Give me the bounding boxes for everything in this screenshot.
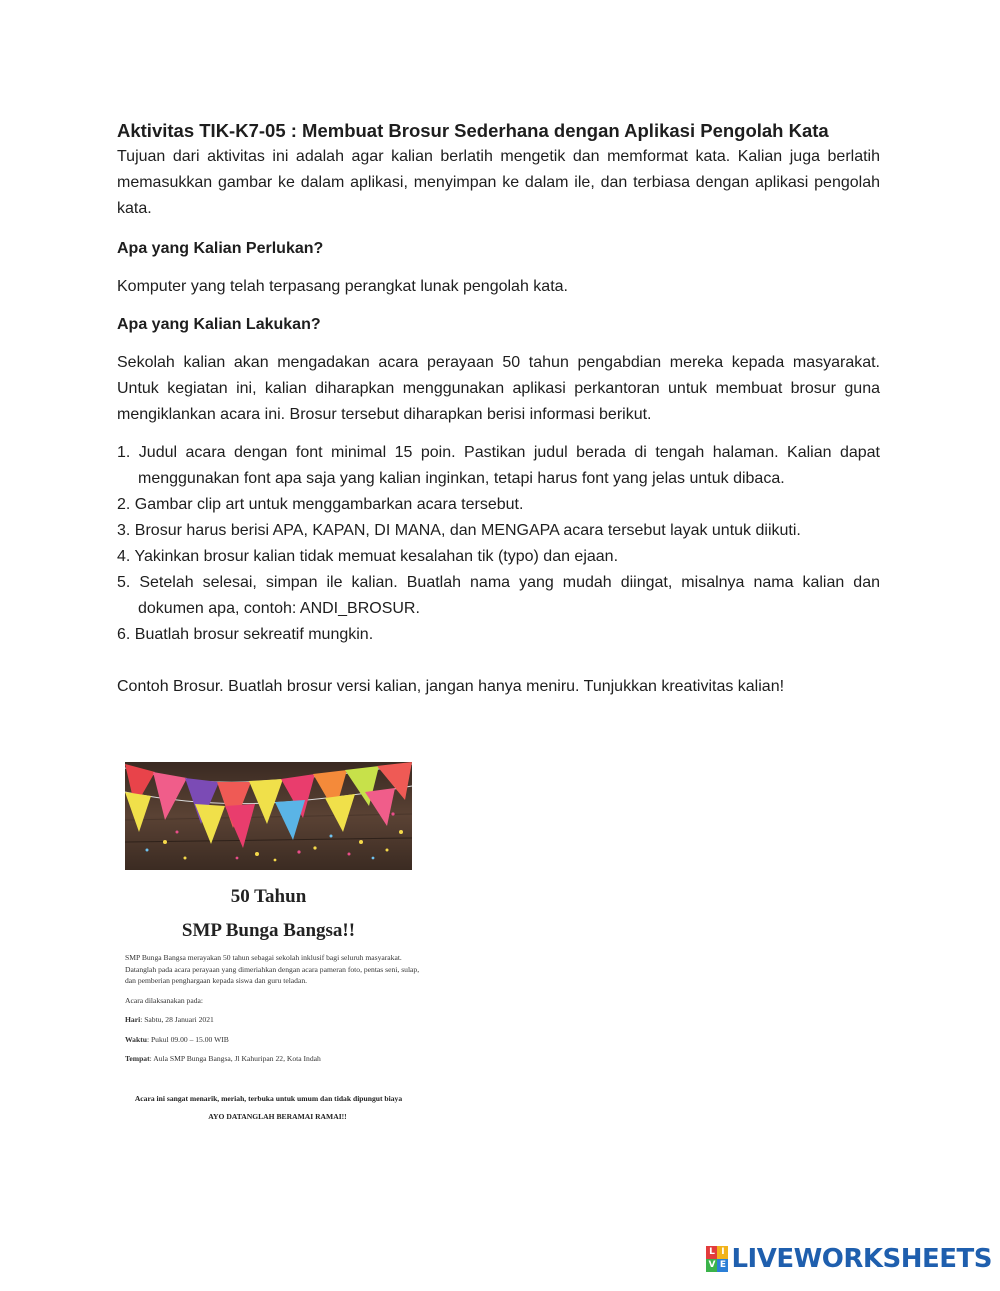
logo-mark-e: E: [717, 1259, 728, 1272]
liveworksheets-logo: [706, 1244, 992, 1274]
do-paragraph: Sekolah kalian akan mengadakan acara perayaan 50 tahun pengabdian mereka kepada masyarakat. Untuk kegiatan ini, kalian diharapkan menggunakan aplikasi perkantoran untuk membuat brosur guna mengiklankan acara ini. Brosur tersebut diharapkan berisi informasi berikut.: [117, 354, 880, 423]
list-item: 3. Brosur harus berisi APA, KAPAN, DI MANA, dan MENGAPA acara tersebut layak untuk diikuti.: [117, 522, 801, 539]
page-title: Aktivitas TIK-K7-05 : Membuat Brosur Sederhana dengan Aplikasi Pengolah Kata: [117, 120, 829, 141]
place-label: Tempat: [125, 1054, 150, 1063]
logo-mark-icon: [706, 1246, 728, 1272]
brochure-held-label: Acara dilaksanakan pada:: [125, 995, 204, 1005]
logo-mark-i: I: [717, 1246, 728, 1259]
bunting-banner-image: [125, 762, 412, 870]
brochure-description: SMP Bunga Bangsa merayakan 50 tahun sebagai sekolah inklusif bagi seluruh masyarakat. Datanglah pada acara perayaan yang dimeriahkan dengan acara pameran foto, pentas seni, sulap, dan pemberian penghargaan kepada siswa dan guru teladan.: [125, 953, 420, 985]
need-heading: Apa yang Kalian Perlukan?: [117, 240, 324, 257]
brochure-day: [125, 1014, 435, 1026]
worksheet-page: [117, 118, 880, 716]
need-paragraph: Komputer yang telah terpasang perangkat lunak pengolah kata.: [117, 278, 568, 295]
logo-text: LIVEWORKSHEETS: [731, 1244, 992, 1274]
list-item: 5. Setelah selesai, simpan ile kalian. Buatlah nama yang mudah diingat, misalnya nama kalian dan dokumen apa, contoh: ANDI_BROSUR.: [117, 574, 880, 617]
list-item: 6. Buatlah brosur sekreatif mungkin.: [117, 626, 374, 643]
day-value: : Sabtu, 28 Januari 2021: [140, 1015, 214, 1024]
place-value: : Aula SMP Bunga Bangsa, Jl Kahuripan 22, Kota Indah: [149, 1054, 321, 1063]
brochure-closing: Acara ini sangat menarik, meriah, terbuka untuk umum dan tidak dipungut biaya: [134, 1093, 403, 1103]
logo-mark-v: V: [706, 1259, 717, 1272]
steps-list: [117, 440, 880, 648]
list-item: 4. Yakinkan brosur kalian tidak memuat kesalahan tik (typo) dan ejaan.: [117, 548, 619, 565]
logo-mark-l: L: [706, 1246, 717, 1259]
do-heading: Apa yang Kalian Lakukan?: [117, 316, 321, 333]
brochure-call-to-action: AYO DATANGLAH BERAMAI RAMAI!!: [208, 1112, 347, 1121]
brochure-example: [125, 762, 435, 1172]
list-item: 1. Judul acara dengan font minimal 15 poin. Pastikan judul berada di tengah halaman. Kalian dapat menggunakan font apa saja yang kalian inginkan, tetapi harus font yang jelas untuk dibaca.: [117, 444, 880, 487]
brochure-heading: 50 Tahun: [230, 886, 307, 907]
example-caption: Contoh Brosur. Buatlah brosur versi kalian, jangan hanya meniru. Tunjukkan kreativitas kalian!: [117, 678, 785, 695]
list-item: 2. Gambar clip art untuk menggambarkan acara tersebut.: [117, 496, 524, 513]
brochure-place: [125, 1053, 435, 1065]
day-label: Hari: [125, 1015, 141, 1024]
brochure-time: [125, 1034, 435, 1046]
time-value: : Pukul 09.00 – 15.00 WIB: [146, 1034, 229, 1044]
intro-paragraph: Tujuan dari aktivitas ini adalah agar kalian berlatih mengetik dan memformat kata. Kalian juga berlatih memasukkan gambar ke dalam aplikasi, menyimpan ke dalam ile, dan terbiasa dengan aplikasi pengolah kata.: [117, 148, 880, 217]
brochure-subheading: SMP Bunga Bangsa!!: [181, 920, 356, 941]
time-label: Waktu: [125, 1034, 147, 1044]
